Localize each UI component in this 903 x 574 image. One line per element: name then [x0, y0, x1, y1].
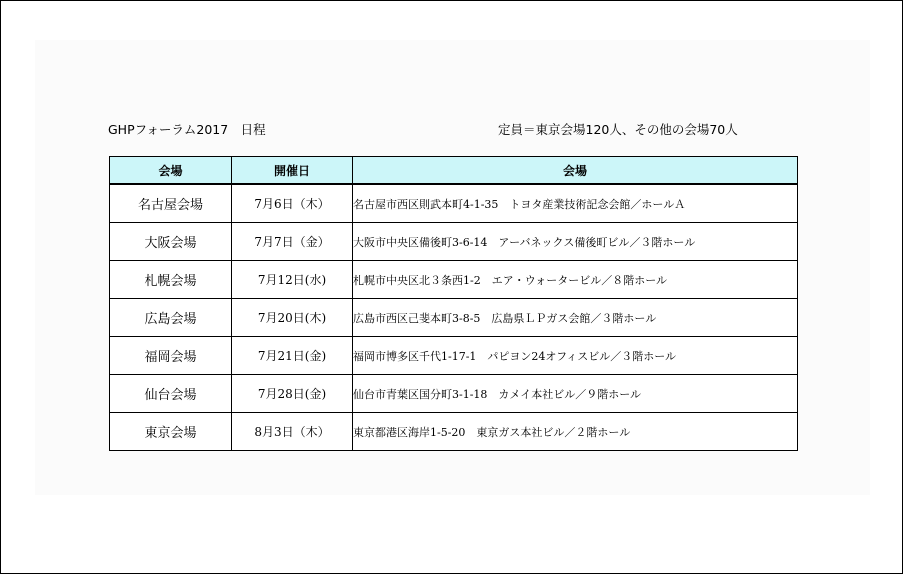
table-row — [110, 223, 798, 261]
location-cell: 東京都港区海岸1-5-20 東京ガス本社ビル／２階ホール — [353, 413, 798, 451]
table-row — [110, 261, 798, 299]
table-row — [110, 337, 798, 375]
table-row — [110, 299, 798, 337]
table-row — [110, 184, 798, 223]
date-cell: 7月7日（金） — [232, 223, 353, 261]
capacity-note: 定員＝東京会場120人、その他の会場70人 — [498, 122, 738, 137]
header-row — [110, 157, 798, 185]
location-cell: 広島市西区己斐本町3-8-5 広島県ＬＰガス会館／３階ホール — [353, 299, 798, 337]
location-cell: 名古屋市西区則武本町4-1-35 トヨタ産業技術記念会館／ホールＡ — [353, 184, 798, 223]
venue-cell: 福岡会場 — [110, 337, 232, 375]
location-cell: 福岡市博多区千代1-17-1 パピヨン24オフィスビル／３階ホール — [353, 337, 798, 375]
venue-cell: 札幌会場 — [110, 261, 232, 299]
page-title: GHPフォーラム2017 日程 — [108, 122, 266, 137]
date-cell: 7月12日(水) — [232, 261, 353, 299]
venue-cell: 東京会場 — [110, 413, 232, 451]
column-header-location: 会場 — [353, 157, 798, 185]
date-cell: 7月21日(金) — [232, 337, 353, 375]
venue-cell: 名古屋会場 — [110, 184, 232, 223]
schedule-table — [109, 156, 798, 451]
venue-cell: 大阪会場 — [110, 223, 232, 261]
table-row — [110, 413, 798, 451]
location-cell: 仙台市青葉区国分町3-1-18 カメイ本社ビル／９階ホール — [353, 375, 798, 413]
date-cell: 8月3日（木） — [232, 413, 353, 451]
date-cell: 7月20日(木) — [232, 299, 353, 337]
location-cell: 大阪市中央区備後町3-6-14 アーバネックス備後町ビル／３階ホール — [353, 223, 798, 261]
date-cell: 7月6日（木） — [232, 184, 353, 223]
venue-cell: 仙台会場 — [110, 375, 232, 413]
column-header-date: 開催日 — [232, 157, 353, 185]
column-header-venue: 会場 — [110, 157, 232, 185]
location-cell: 札幌市中央区北３条西1-2 エア・ウォータービル／８階ホール — [353, 261, 798, 299]
venue-cell: 広島会場 — [110, 299, 232, 337]
table-row — [110, 375, 798, 413]
date-cell: 7月28日(金) — [232, 375, 353, 413]
